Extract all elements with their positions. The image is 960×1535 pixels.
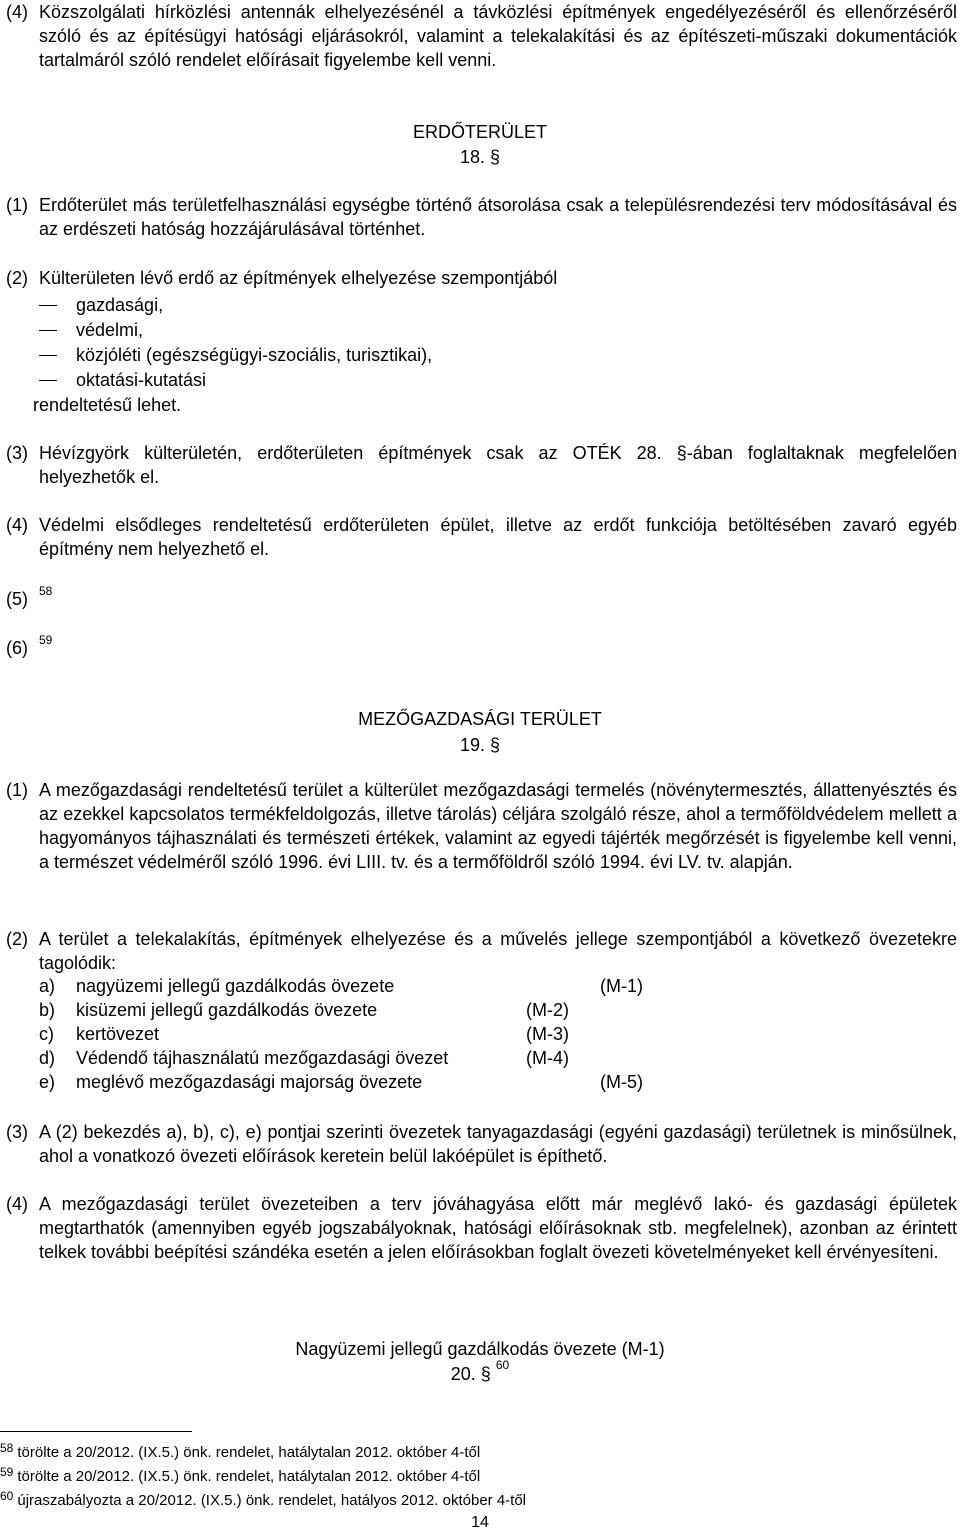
- dash-bullet: [39, 330, 57, 331]
- zone-row: d) Védendő tájhasználatú mezőgazdasági övezet (M-4): [39, 1048, 569, 1068]
- paragraph-number: (6): [6, 638, 28, 658]
- zone-row: c) kertövezet (M-3): [39, 1024, 569, 1044]
- footnote-ref[interactable]: 59: [39, 633, 53, 647]
- heading-mezogazdasagi: MEZŐGAZDASÁGI TERÜLET: [358, 709, 602, 729]
- dash-bullet: [39, 355, 57, 356]
- zone-row: b) kisüzemi jellegű gazdálkodás övezete (M-2): [39, 1000, 569, 1020]
- footnote-ref[interactable]: 60: [495, 1358, 510, 1372]
- paragraph-intro: A terület a telekalakítás, építmények elhelyezése és a művelés jellege szempontjából a következő övezetekre tagolódik:: [39, 929, 957, 973]
- paragraph-text: A mezőgazdasági terület övezeteiben a terv jóváhagyása előtt már meglévő lakó- és gazdasági épületek megtarthatók (amennyiben egyéb jogszabályoknak, hatósági előírásoknak stb. megfelelnek), azonban az érintett telkek további beépítési szándéka esetén a jelen előírásokban foglalt övezeti követelményeket kell érvényesíteni.: [39, 1194, 957, 1262]
- paragraph-number: (4): [6, 1194, 28, 1214]
- list-item: gazdasági,: [39, 293, 739, 317]
- zone-row: a) nagyüzemi jellegű gazdálkodás övezete (M-1): [39, 976, 643, 996]
- footnote-ref[interactable]: 58: [39, 584, 53, 598]
- paragraph-text: Védelmi elsődleges rendeltetésű erdőterületen épület, illetve az erdőt funkciója betöltésében zavaró egyéb építmény nem helyezhető el.: [39, 515, 957, 559]
- list-item: oktatási-kutatási: [39, 368, 739, 392]
- paragraph-number: (2): [6, 929, 28, 949]
- dash-bullet: [39, 380, 57, 381]
- dash-bullet: [39, 305, 57, 306]
- paragraph-text: Erdőterület más területfelhasználási egységbe történő átsorolása csak a településrendezési terv módosításával és az erdészeti hatóság hozzájárulásával történhet.: [39, 195, 957, 239]
- footnote: $^{58}$ törölte a 20/2012. (IX.5.) önk. rendelet, hatálytalan 2012. október 4-től: [0, 1441, 481, 1461]
- paragraph-number: (3): [6, 1122, 28, 1142]
- paragraph-text: Hévízgyörk külterületén, erdőterületen építmények csak az OTÉK 28. §-ában foglaltaknak megfelelően helyezhetők el.: [39, 443, 957, 487]
- section-19: 19. §: [459, 735, 501, 755]
- list-item: védelmi,: [39, 318, 739, 342]
- paragraph-number: (1): [6, 780, 28, 800]
- paragraph-number: (1): [6, 195, 28, 215]
- paragraph-text: Közszolgálati hírközlési antennák elhelyezésénél a távközlési építmények engedélyezéséről és ellenőrzéséről szóló és az építésügyi hatósági eljárásokról, valamint a telekalakítási és az építészeti-műszaki dokumentációk tartalmáról szóló rendelet előírásait figyelembe kell venni.: [39, 2, 957, 70]
- footnote-divider: [0, 1431, 192, 1432]
- paragraph-number: (5): [6, 589, 28, 609]
- paragraph-number: (4): [6, 515, 28, 535]
- page-number: 14: [471, 1514, 489, 1531]
- zone-row: e) meglévő mezőgazdasági majorság övezete (M-5): [39, 1072, 643, 1092]
- paragraph-text: A (2) bekezdés a), b), c), e) pontjai szerinti övezetek tanyagazdasági (egyéni gazdasági) területnek is minősülnek, ahol a vonatkozó övezeti előírások keretein belül lakóépület is építhető.: [39, 1122, 957, 1166]
- heading-m1: Nagyüzemi jellegű gazdálkodás övezete (M-1): [295, 1339, 665, 1359]
- paragraph-number: (4): [6, 2, 28, 22]
- footnote: $^{59}$ törölte a 20/2012. (IX.5.) önk. rendelet, hatálytalan 2012. október 4-től: [0, 1465, 481, 1485]
- section-20: [0, 1358, 960, 1386]
- footnote: $^{60}$ újraszabályozta a 20/2012. (IX.5.) önk. rendelet, hatályos 2012. október 4-től: [0, 1489, 527, 1509]
- paragraph-text: A mezőgazdasági rendeltetésű terület a külterület mezőgazdasági termelés (növénytermesztés, állattenyésztés és az ezekkel kapcsolatos termékfeldolgozás, illetve tárolás) céljára szolgáló része, ahol a termőföldvédelem mellett a hagyományos tájhasználati és természeti értékek, valamint az egyedi tájérték megőrzését is figyelembe kell venni, a természet védelméről szóló 1996. évi LIII. tv. és a termőföldről szóló 1994. évi LV. tv. alapján.: [39, 780, 957, 872]
- list-item: közjóléti (egészségügyi-szociális, turisztikai),: [39, 343, 739, 367]
- section-18: 18. §: [459, 147, 501, 167]
- paragraph-number: (3): [6, 443, 28, 463]
- paragraph-number: (2): [6, 268, 28, 288]
- heading-erdoterulet: ERDŐTERÜLET: [412, 122, 547, 142]
- section-number: 20. §: [450, 1364, 491, 1384]
- paragraph-intro: Külterületen lévő erdő az építmények elhelyezése szempontjából: [39, 268, 558, 288]
- paragraph-outro: rendeltetésű lehet.: [33, 395, 182, 415]
